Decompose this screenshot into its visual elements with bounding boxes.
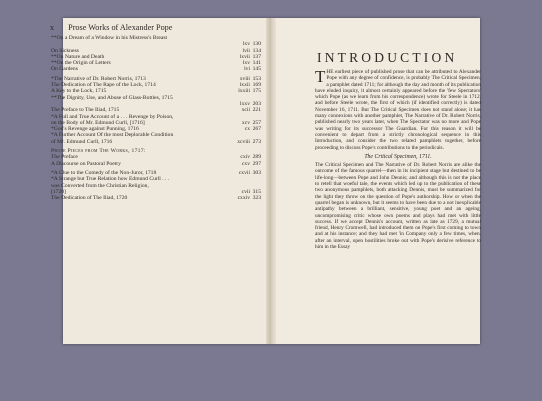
paragraph-1-text: HE earliest piece of published prose that can be attributed to Alexander Pope with any degree of confidence, is probably The Critical Specimen, a pamphlet dated 1711; for although the day and month of its publication have eluded inquiry, it almost certainly appeared before the 'few Spectators' which Pope (as we learn from his correspondence) wrote for Steele in 1712, and before Steele wrote, the first of which (if identified correctly) is dated November 16, 1711. But The Critical Specimen does not stand alone; it has many connexions with another pamphlet, The Narrative of Dr. Robert Norris, published nearly two years later, when The Spectator was no more and Pope was writing for its successor The Guardian. For this reason it will be convenient to depart from a strictly chronological sequence in this Introduction, and consider the two related pamphlets together, before proceeding to discuss Pope's contributions to the periodicals. — [315, 69, 481, 151]
entry-title: On Gardens — [51, 66, 78, 73]
entry-intro-page: lxxii — [239, 82, 250, 89]
entry-intro-page: xcviii — [237, 138, 250, 145]
entry-title: was Converted from the Christian Religion, — [51, 182, 149, 189]
entry-page: 175 — [252, 88, 261, 95]
contents-list — [51, 35, 261, 201]
entry-intro-page: cx — [244, 126, 250, 133]
entry-page: 273 — [252, 138, 261, 145]
entry-intro-page: lxv — [242, 41, 250, 48]
book-gutter — [266, 18, 276, 344]
entry-page: 137 — [252, 53, 261, 60]
contents-entry — [51, 161, 261, 167]
entry-title: Prose Pieces from The Works, 1717: — [51, 148, 146, 155]
entry-page: 134 — [252, 47, 261, 54]
entry-page: 169 — [252, 82, 261, 89]
entry-title: *A Full and True Account of a . . . Revenge by Poison, — [51, 113, 174, 120]
contents-entry — [51, 195, 261, 201]
entry-page: 257 — [252, 119, 261, 126]
entry-intro-page: cvii — [241, 188, 250, 195]
entry-intro-page: lxxiii — [238, 88, 250, 95]
introduction-title: INTRODUCTION — [317, 50, 458, 65]
introduction-paragraph-1 — [315, 69, 481, 151]
entry-page: 315 — [252, 188, 261, 195]
entry-title: *A Strange but True Relation how Edmund Curll . . . — [51, 176, 170, 183]
entry-intro-page: cxxiv — [237, 195, 250, 202]
entry-intro-page: lvi — [244, 66, 250, 73]
page-folio: x — [50, 23, 55, 32]
entry-title: *God's Revenge against Punning, 1716 — [51, 126, 139, 133]
entry-intro-page: xcv — [241, 119, 250, 126]
entry-title: **On a Dream of a Window in his Mistress's Breast — [51, 35, 168, 41]
introduction-paragraph-2: The Critical Specimen and The Narrative of Dr. Robert Norris are alike the outcome of the famous quarrel—then in its incipient stage but destined to be life-long—between Pope and John Dennis; and although this is not the place to retell that woeful tale, the events which led up to the publication of these two anonymous pamphlets, both attacking Dennis, must be summarized for the light they throw on the question of Pope's authorship. How or when the quarrel began is unknown, but it seems to have been due to a not inexplicable antipathy between a brilliant, sensitive, young poet and an ageing, uncompromising critic whose own poems and plays had met with little success. If we accept Dennis's account, written as late as 1729, a mutual friend, Henry Cromwell, had introduced them on Pope's first coming to town and at his instance; and they had met 'in Company only a few times, when, after an interval, open hostilities broke out with Pope's derisive reference to him in the Essay — [315, 162, 481, 251]
entry-title: on the Body of Mr. Edmund Curll, [1716] — [51, 119, 145, 126]
running-head-title: Prose Works of Alexander Pope — [68, 23, 173, 32]
entry-title: of Mr. Edmund Curll, 1716 — [51, 138, 113, 145]
entry-intro-page: xcii — [241, 107, 250, 114]
drop-cap: T — [315, 67, 326, 86]
entry-intro-page: lxxv — [240, 100, 250, 107]
entry-title: The Dedication of The Rape of the Lock, 1714 — [51, 82, 156, 89]
entry-title: The Preface — [51, 154, 78, 161]
entry-intro-page: lxvii — [239, 53, 250, 60]
entry-title: On Sickness — [51, 47, 79, 54]
entry-page: 323 — [252, 195, 261, 202]
introduction-body — [315, 69, 481, 250]
entry-title: **On the Origin of Letters — [51, 60, 111, 67]
entry-page: 303 — [252, 169, 261, 176]
entry-page: 297 — [252, 160, 261, 167]
entry-title: The Preface to The Iliad, 1715 — [51, 107, 120, 114]
entry-page: 267 — [252, 126, 261, 133]
contents-entry — [51, 66, 261, 72]
entry-intro-page: cxv — [241, 160, 250, 167]
entry-title: The Dedication of The Iliad, 1720 — [51, 195, 128, 202]
entry-intro-page: xviii — [239, 75, 250, 82]
entry-page: 141 — [252, 60, 261, 67]
entry-title: A Key to the Lock, 1715 — [51, 88, 107, 95]
entry-intro-page: lvii — [242, 47, 250, 54]
entry-title: **The Dignity, Use, and Abuse of Glass-Bottles, 1715 — [51, 94, 173, 101]
contents-entry — [51, 139, 261, 145]
entry-title: [1720] — [51, 188, 66, 195]
entry-title: *A Further Account Of the most Deplorable Condition — [51, 132, 174, 139]
entry-page: 130 — [252, 41, 261, 48]
entry-intro-page: cxvii — [238, 169, 250, 176]
section-heading: The Critical Specimen, 1711. — [364, 153, 432, 160]
entry-title: *A Clue to the Comedy of the Non-Juror, 1718 — [51, 169, 157, 176]
entry-title: *The Narrative of Dr. Robert Norris, 1713 — [51, 75, 146, 82]
entry-intro-page: cxiv — [240, 154, 250, 161]
entry-page: 289 — [252, 154, 261, 161]
entry-title: **On Nature and Death — [51, 53, 105, 60]
entry-page: 153 — [252, 75, 261, 82]
entry-page: 221 — [252, 107, 261, 114]
entry-intro-page: lxv — [242, 60, 250, 67]
running-head — [50, 23, 172, 32]
entry-title: A Discourse on Pastoral Poetry — [51, 160, 121, 167]
entry-page: 145 — [252, 66, 261, 73]
entry-page: 203 — [252, 100, 261, 107]
